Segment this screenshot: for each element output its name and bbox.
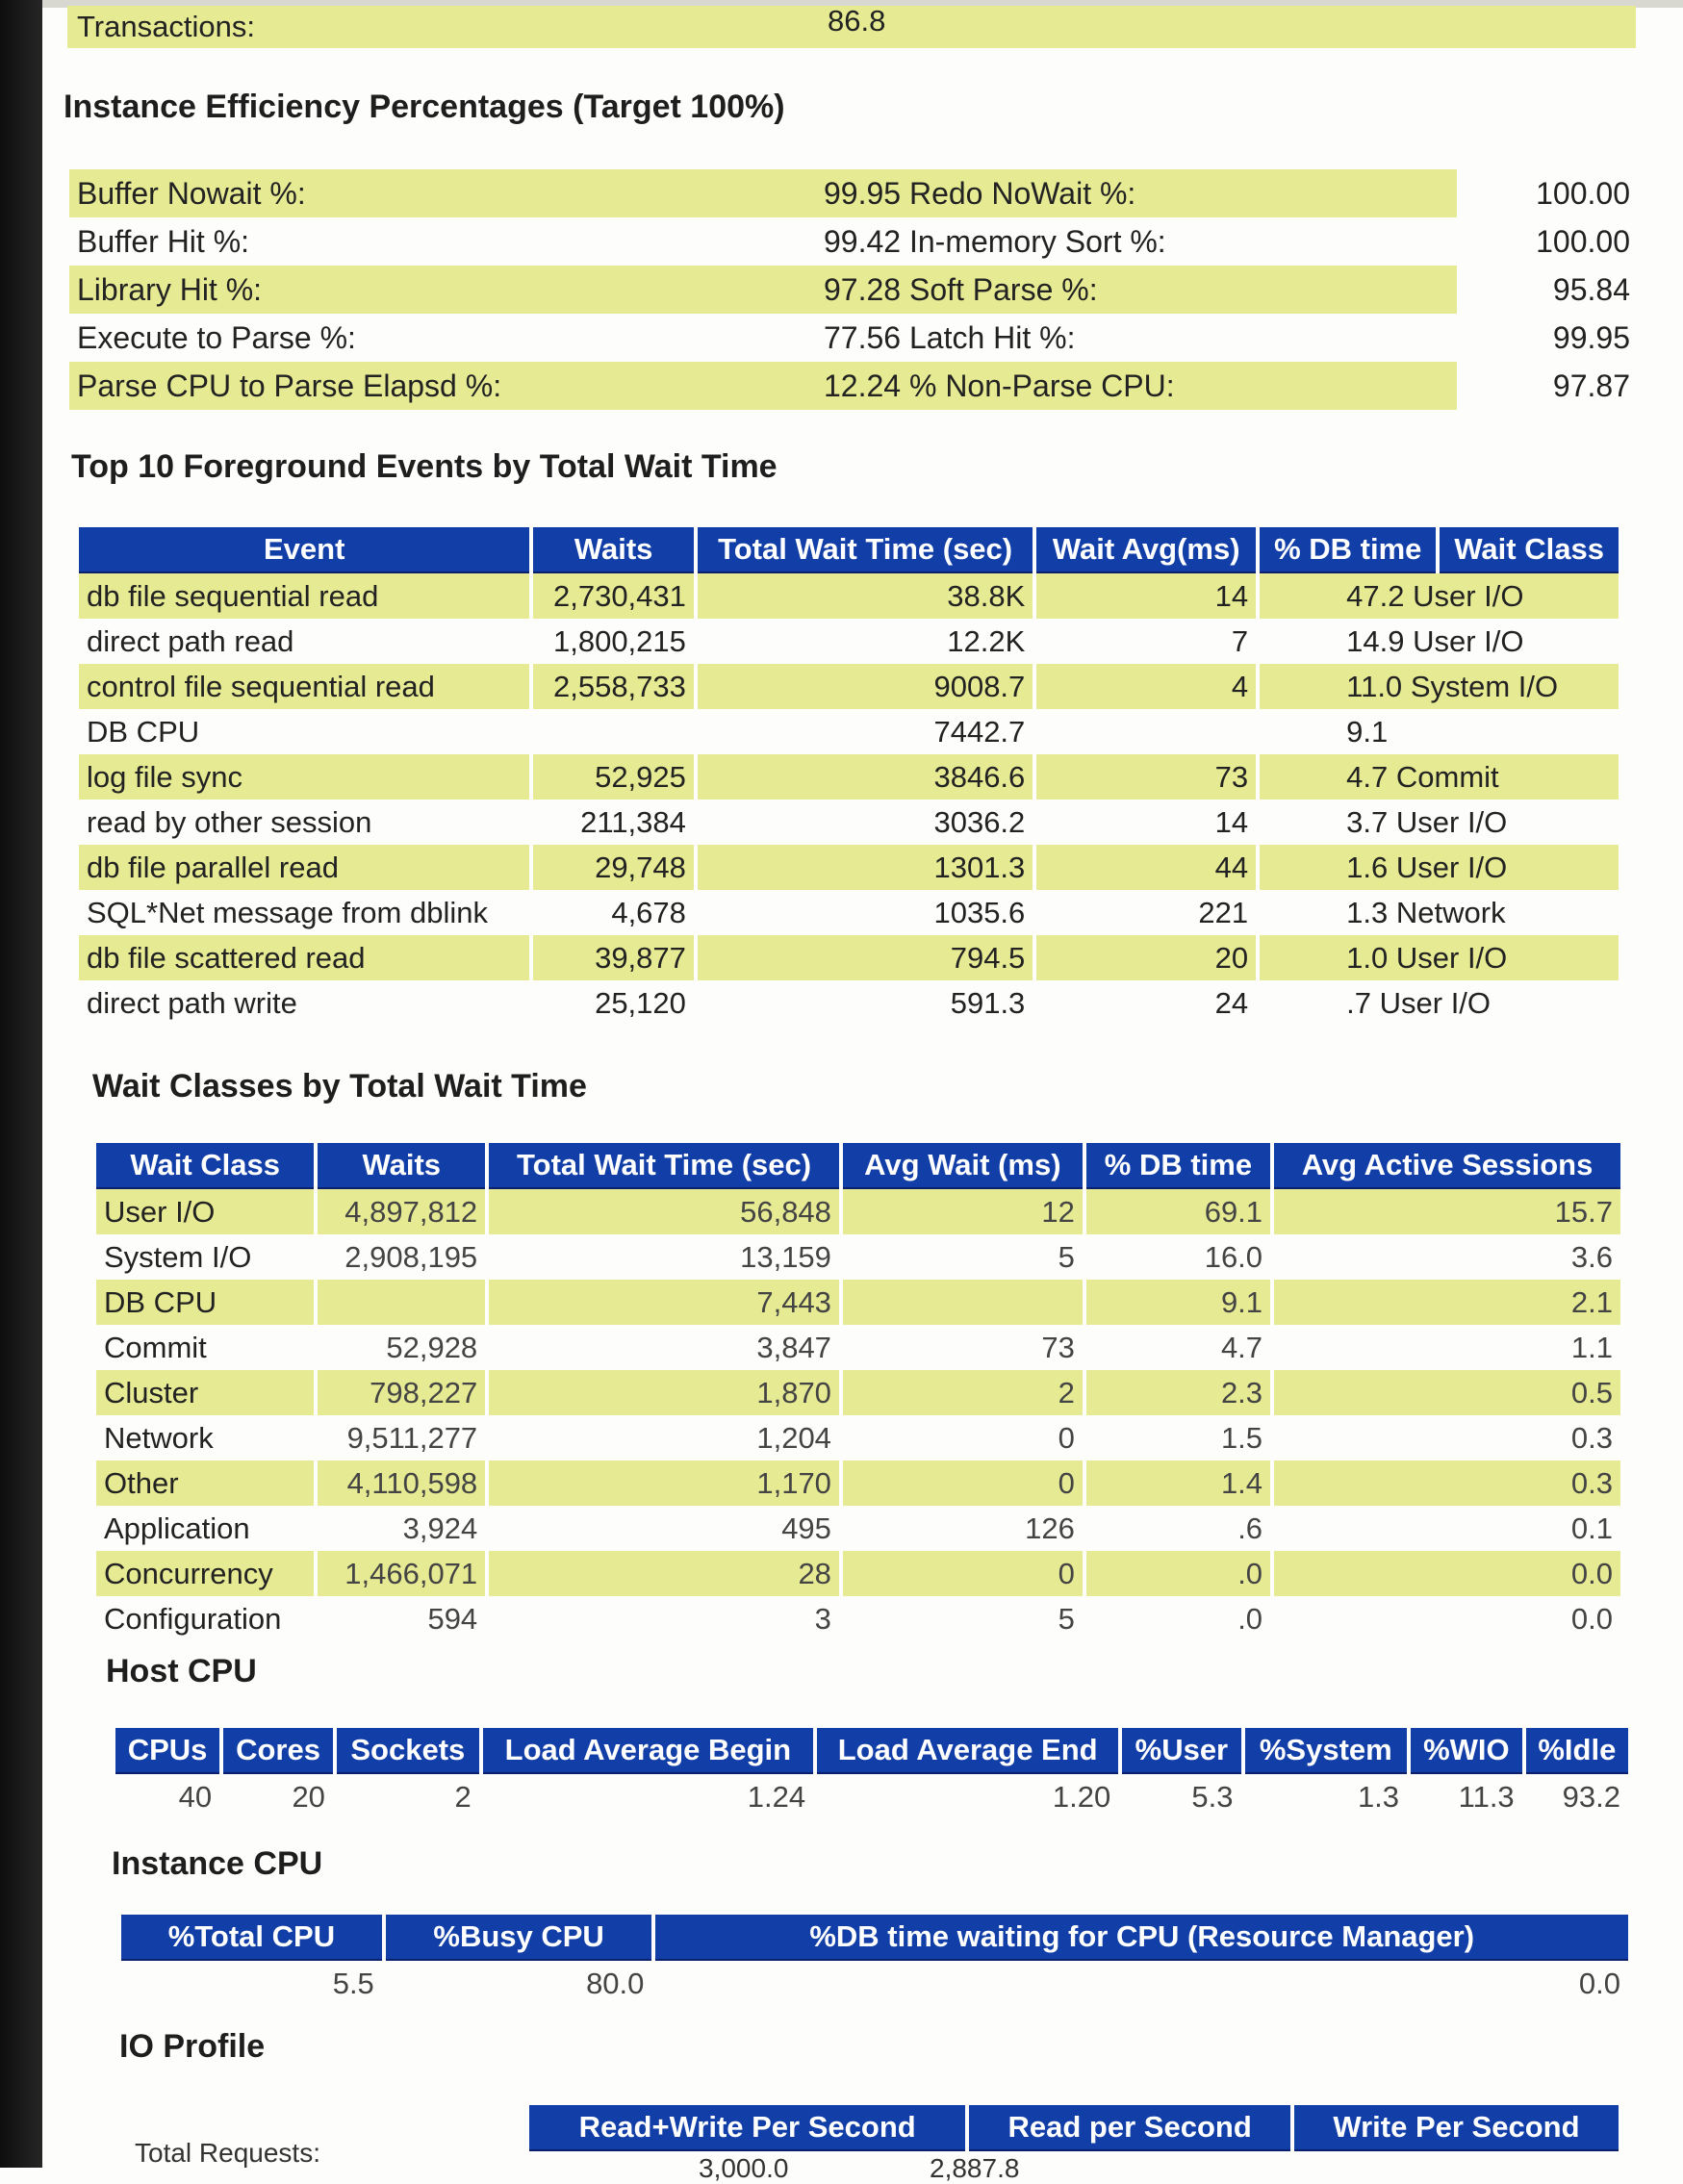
- event-avg-wait: 24: [1214, 985, 1249, 1020]
- event-total-wait: 12.2K: [947, 623, 1026, 658]
- efficiency-pair-cell: [816, 217, 1457, 266]
- io-profile-title: IO Profile: [119, 2028, 266, 2065]
- event-wait-class: User I/O: [1413, 623, 1524, 658]
- wait-class-name: Other: [96, 1460, 314, 1506]
- event-pct-db-time: 11.0: [1346, 669, 1403, 703]
- column-header: %Idle: [1526, 1728, 1628, 1774]
- host-cpu-table: [112, 1728, 1632, 1819]
- event-avg-wait: 4: [1036, 664, 1256, 709]
- table-row: [96, 1506, 1620, 1551]
- wait-class-avg: [843, 1280, 1083, 1325]
- event-pct-class-cell: [1260, 573, 1619, 619]
- wait-class-pct: .6: [1237, 1511, 1263, 1545]
- wait-class-avg: 73: [1041, 1330, 1075, 1364]
- efficiency-pair-cell: [816, 314, 1457, 362]
- efficiency-metric-label: In-memory Sort %:: [908, 223, 1166, 259]
- wait-class-name: Commit: [104, 1330, 207, 1364]
- event-name: direct path read: [87, 623, 294, 658]
- host-cpu-title: Host CPU: [106, 1653, 257, 1689]
- event-pct-class-cell: [1260, 709, 1619, 754]
- event-wait-class: System I/O: [1410, 669, 1559, 703]
- event-pct-db-time: 1.6: [1346, 850, 1389, 884]
- efficiency-row: [69, 362, 1638, 410]
- wait-class-name: Concurrency: [96, 1551, 314, 1596]
- wait-class-total: 1,204: [756, 1420, 831, 1455]
- event-pct-class-cell: [1260, 980, 1619, 1026]
- event-name: direct path write: [87, 985, 297, 1020]
- wait-class-aas: 0.3: [1570, 1420, 1613, 1455]
- event-pct-class-cell: [1260, 619, 1619, 664]
- wait-class-pct: 1.4: [1086, 1460, 1270, 1506]
- event-total-wait: 38.8K: [698, 573, 1033, 619]
- host-cpu-value: 93.2: [1562, 1779, 1620, 1814]
- event-waits: 2,730,431: [533, 573, 694, 619]
- efficiency-row: [69, 266, 1638, 314]
- efficiency-metric-value: 12.24: [824, 368, 902, 403]
- column-header: % DB time: [1260, 527, 1436, 573]
- event-pct-db-time: 3.7: [1346, 804, 1389, 839]
- table-row: [79, 573, 1619, 619]
- table-row: [96, 1280, 1620, 1325]
- event-avg-wait: 20: [1036, 935, 1256, 980]
- event-pct-class-cell: [1260, 935, 1619, 980]
- wait-class-avg: 5: [1058, 1239, 1075, 1274]
- efficiency-metric-value: 99.42: [824, 223, 902, 259]
- event-total-wait: 591.3: [950, 985, 1026, 1020]
- wait-class-name: User I/O: [96, 1189, 314, 1234]
- event-total-wait: 9008.7: [698, 664, 1033, 709]
- table-row: [96, 1234, 1620, 1280]
- wait-class-name: Cluster: [96, 1370, 314, 1415]
- wait-class-avg: 0: [843, 1460, 1083, 1506]
- column-header: %Total CPU: [121, 1915, 382, 1961]
- efficiency-metric-label: Parse CPU to Parse Elapsd %:: [69, 362, 816, 410]
- event-wait-class: User I/O: [1413, 578, 1524, 613]
- wait-class-avg: 12: [843, 1189, 1083, 1234]
- event-total-wait: 794.5: [698, 935, 1033, 980]
- efficiency-metric-value: 97.87: [1552, 368, 1630, 403]
- wait-class-aas: 0.3: [1274, 1460, 1620, 1506]
- event-name: SQL*Net message from dblink: [87, 895, 488, 929]
- table-row: [79, 980, 1619, 1026]
- efficiency-metric-value: 95.84: [1552, 271, 1630, 307]
- column-header: Read per Second: [969, 2105, 1290, 2151]
- efficiency-pair-cell: [816, 169, 1457, 217]
- efficiency-row: [69, 217, 1638, 266]
- event-wait-class: User I/O: [1395, 804, 1508, 839]
- io-row-label: Total Requests:: [135, 2138, 320, 2168]
- event-avg-wait: 221: [1198, 895, 1249, 929]
- efficiency-metric-value: 99.95: [1552, 319, 1630, 355]
- event-pct-db-time: 47.2: [1346, 578, 1405, 613]
- efficiency-metric-label: Buffer Nowait %:: [69, 169, 816, 217]
- host-cpu-value: 20: [292, 1779, 325, 1814]
- monitor-bezel: [0, 0, 42, 2168]
- wait-class-total: 3: [814, 1601, 831, 1636]
- wait-class-waits: 52,928: [386, 1330, 478, 1364]
- column-header: Sockets: [337, 1728, 479, 1774]
- wait-class-total: 13,159: [740, 1239, 831, 1274]
- wait-class-waits: 1,466,071: [318, 1551, 485, 1596]
- wait-class-aas: 0.0: [1274, 1551, 1620, 1596]
- efficiency-metric-label: Library Hit %:: [69, 266, 816, 314]
- event-total-wait: 3846.6: [698, 754, 1033, 800]
- column-header: Waits: [533, 527, 694, 573]
- io-profile-value: 2,887.8: [930, 2153, 1020, 2183]
- event-pct-class-cell: [1260, 800, 1619, 845]
- event-name: db file scattered read: [79, 935, 529, 980]
- efficiency-metric-label: Execute to Parse %:: [77, 319, 356, 355]
- wait-class-avg: 2: [843, 1370, 1083, 1415]
- table-row: [79, 800, 1619, 845]
- event-pct-db-time: 14.9: [1346, 623, 1405, 658]
- event-waits: [533, 709, 694, 754]
- table-row: [96, 1596, 1620, 1641]
- efficiency-pair-cell: [816, 362, 1457, 410]
- wait-class-total: 1,870: [489, 1370, 839, 1415]
- event-wait-class: Network: [1395, 895, 1506, 929]
- io-profile-value: 3,000.0: [699, 2153, 789, 2183]
- column-header: %User: [1122, 1728, 1240, 1774]
- table-row: [96, 1551, 1620, 1596]
- column-header: Avg Wait (ms): [843, 1143, 1083, 1189]
- wait-class-total: 7,443: [489, 1280, 839, 1325]
- event-total-wait: 1301.3: [698, 845, 1033, 890]
- wait-classes-table: [92, 1143, 1624, 1641]
- table-row: [79, 709, 1619, 754]
- table-row: [96, 1460, 1620, 1506]
- event-wait-class: User I/O: [1395, 940, 1508, 975]
- table-row: [96, 1189, 1620, 1234]
- wait-class-pct: 2.3: [1086, 1370, 1270, 1415]
- table-row: [79, 754, 1619, 800]
- event-avg-wait: 14: [1036, 573, 1256, 619]
- wait-class-name: System I/O: [104, 1239, 252, 1274]
- wait-class-pct: 4.7: [1220, 1330, 1263, 1364]
- column-header: Write Per Second: [1294, 2105, 1619, 2151]
- host-cpu-value: 11.3: [1458, 1779, 1515, 1814]
- top-events-table: [75, 527, 1622, 1026]
- host-cpu-value: 1.24: [747, 1779, 806, 1814]
- wait-class-aas: 15.7: [1274, 1189, 1620, 1234]
- column-header: % DB time: [1086, 1143, 1270, 1189]
- column-header: Wait Class: [1440, 527, 1619, 573]
- efficiency-pair-cell: [816, 266, 1457, 314]
- event-avg-wait: 73: [1036, 754, 1256, 800]
- wait-class-pct: 69.1: [1086, 1189, 1270, 1234]
- event-waits: 39,877: [533, 935, 694, 980]
- table-row: [96, 1415, 1620, 1460]
- event-name: db file sequential read: [79, 573, 529, 619]
- column-header: %System: [1245, 1728, 1408, 1774]
- wait-class-name: DB CPU: [96, 1280, 314, 1325]
- wait-class-pct: 16.0: [1204, 1239, 1263, 1274]
- column-header: %WIO: [1411, 1728, 1522, 1774]
- wait-class-waits: 4,110,598: [318, 1460, 485, 1506]
- instance-cpu-value: 80.0: [586, 1966, 645, 2000]
- efficiency-metric-value: 99.95: [824, 175, 902, 211]
- efficiency-metric-label: Soft Parse %:: [908, 271, 1098, 307]
- wait-class-pct: 1.5: [1220, 1420, 1263, 1455]
- efficiency-row: [69, 169, 1638, 217]
- wait-class-pct: .0: [1237, 1601, 1263, 1636]
- table-row: [79, 845, 1619, 890]
- event-avg-wait: 14: [1214, 804, 1249, 839]
- event-pct-db-time: .7: [1346, 985, 1371, 1020]
- event-total-wait: 3036.2: [933, 804, 1026, 839]
- event-waits: 4,678: [611, 895, 686, 929]
- top-events-title: Top 10 Foreground Events by Total Wait Time: [71, 448, 778, 485]
- event-pct-db-time: 9.1: [1346, 714, 1389, 749]
- transactions-value: 86.8: [828, 4, 886, 38]
- wait-class-waits: 3,924: [402, 1511, 478, 1545]
- wait-class-pct: .0: [1086, 1551, 1270, 1596]
- instance-cpu-value: 0.0: [1578, 1966, 1620, 2000]
- host-cpu-value: 5.3: [1191, 1779, 1234, 1814]
- wait-class-total: 56,848: [489, 1189, 839, 1234]
- event-wait-class: User I/O: [1395, 850, 1508, 884]
- column-header: Waits: [318, 1143, 485, 1189]
- instance-cpu-value: 5.5: [332, 1966, 374, 2000]
- io-profile-table: [525, 2105, 1622, 2151]
- event-name: DB CPU: [87, 714, 200, 749]
- event-wait-class: User I/O: [1379, 985, 1492, 1020]
- event-total-wait: 7442.7: [933, 714, 1026, 749]
- event-avg-wait: 7: [1231, 623, 1249, 658]
- event-pct-db-time: 1.0: [1346, 940, 1389, 975]
- column-header: Avg Active Sessions: [1274, 1143, 1620, 1189]
- table-row: [96, 1325, 1620, 1370]
- wait-class-name: Application: [104, 1511, 250, 1545]
- table-row: [79, 619, 1619, 664]
- efficiency-metric-label: Redo NoWait %:: [908, 175, 1136, 211]
- wait-class-aas: 2.1: [1274, 1280, 1620, 1325]
- wait-class-avg: 0: [1058, 1420, 1075, 1455]
- wait-class-aas: 3.6: [1570, 1239, 1613, 1274]
- column-header: Cores: [223, 1728, 333, 1774]
- column-header: Total Wait Time (sec): [698, 527, 1033, 573]
- host-cpu-value: 1.3: [1357, 1779, 1400, 1814]
- efficiency-metric-label: % Non-Parse CPU:: [908, 368, 1175, 403]
- column-header: Load Average End: [817, 1728, 1118, 1774]
- wait-classes-title: Wait Classes by Total Wait Time: [92, 1068, 587, 1105]
- efficiency-metric-value: 77.56: [824, 319, 902, 355]
- column-header: %Busy CPU: [386, 1915, 652, 1961]
- column-header: CPUs: [115, 1728, 219, 1774]
- wait-class-total: 3,847: [756, 1330, 831, 1364]
- wait-class-aas: 1.1: [1570, 1330, 1613, 1364]
- event-avg-wait: [1036, 709, 1256, 754]
- wait-class-name: Network: [104, 1420, 214, 1455]
- instance-cpu-title: Instance CPU: [112, 1845, 323, 1882]
- event-total-wait: 1035.6: [933, 895, 1026, 929]
- wait-class-avg: 126: [1025, 1511, 1075, 1545]
- event-name: control file sequential read: [79, 664, 529, 709]
- event-avg-wait: 44: [1036, 845, 1256, 890]
- event-waits: 52,925: [533, 754, 694, 800]
- wait-class-waits: 4,897,812: [318, 1189, 485, 1234]
- event-waits: 1,800,215: [552, 623, 686, 658]
- event-wait-class: Commit: [1395, 759, 1499, 794]
- wait-class-aas: 0.0: [1570, 1601, 1613, 1636]
- efficiency-metric-value: 100.00: [1536, 223, 1630, 259]
- table-row: [79, 935, 1619, 980]
- column-header: Wait Avg(ms): [1036, 527, 1256, 573]
- wait-class-waits: 9,511,277: [346, 1420, 478, 1455]
- wait-class-waits: [318, 1280, 485, 1325]
- host-cpu-value: 1.20: [1052, 1779, 1111, 1814]
- table-row: [96, 1370, 1620, 1415]
- table-row: [79, 890, 1619, 935]
- wait-class-name: Configuration: [104, 1601, 282, 1636]
- wait-class-waits: 2,908,195: [344, 1239, 478, 1274]
- event-waits: 25,120: [595, 985, 686, 1020]
- wait-class-aas: 0.5: [1274, 1370, 1620, 1415]
- host-cpu-value: 40: [178, 1779, 213, 1814]
- wait-class-waits: 798,227: [318, 1370, 485, 1415]
- column-header: Wait Class: [96, 1143, 314, 1189]
- column-header: Event: [79, 527, 529, 573]
- event-pct-db-time: 1.3: [1346, 895, 1389, 929]
- event-pct-db-time: 4.7: [1346, 759, 1389, 794]
- efficiency-metric-label: Buffer Hit %:: [77, 223, 250, 259]
- wait-class-waits: 594: [427, 1601, 478, 1636]
- efficiency-metric-label: Latch Hit %:: [908, 319, 1076, 355]
- efficiency-title: Instance Efficiency Percentages (Target 100%): [64, 89, 785, 125]
- transactions-row: [67, 6, 1636, 48]
- event-name: log file sync: [79, 754, 529, 800]
- event-pct-class-cell: [1260, 890, 1619, 935]
- event-waits: 2,558,733: [533, 664, 694, 709]
- wait-class-pct: 9.1: [1086, 1280, 1270, 1325]
- wait-class-avg: 5: [1058, 1601, 1075, 1636]
- event-waits: 211,384: [580, 804, 686, 839]
- event-name: db file parallel read: [79, 845, 529, 890]
- event-pct-class-cell: [1260, 664, 1619, 709]
- wait-class-aas: 0.1: [1570, 1511, 1613, 1545]
- wait-class-avg: 0: [843, 1551, 1083, 1596]
- transactions-label: Transactions:: [77, 10, 255, 43]
- efficiency-table: [69, 169, 1638, 410]
- column-header: Total Wait Time (sec): [489, 1143, 839, 1189]
- column-header: Read+Write Per Second: [529, 2105, 965, 2151]
- host-cpu-value: 2: [454, 1779, 472, 1814]
- efficiency-metric-value: 97.28: [824, 271, 902, 307]
- instance-cpu-table: [117, 1915, 1632, 2006]
- column-header: Load Average Begin: [483, 1728, 813, 1774]
- event-waits: 29,748: [533, 845, 694, 890]
- wait-class-total: 28: [489, 1551, 839, 1596]
- event-pct-class-cell: [1260, 754, 1619, 800]
- wait-class-total: 1,170: [489, 1460, 839, 1506]
- event-name: read by other session: [87, 804, 372, 839]
- wait-class-total: 495: [781, 1511, 831, 1545]
- efficiency-row: [69, 314, 1638, 362]
- table-row: [79, 664, 1619, 709]
- efficiency-metric-value: 100.00: [1536, 175, 1630, 211]
- column-header: %DB time waiting for CPU (Resource Manager): [655, 1915, 1628, 1961]
- event-pct-class-cell: [1260, 845, 1619, 890]
